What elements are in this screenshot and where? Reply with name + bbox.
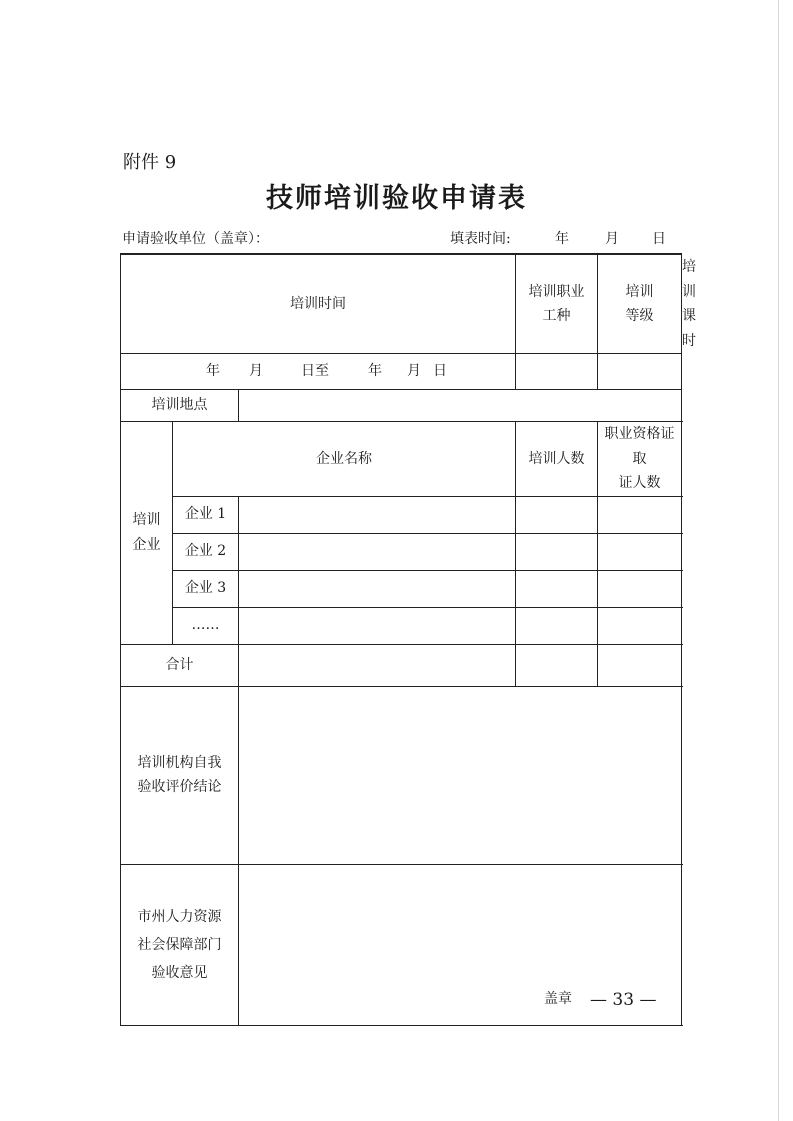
self-eval-label: 培训机构自我 验收评价结论 bbox=[121, 686, 239, 864]
total-label: 合计 bbox=[121, 644, 239, 686]
trainee-count-input[interactable] bbox=[516, 496, 598, 533]
applicant-label: 申请验收单位（盖章）： bbox=[122, 231, 269, 247]
trainee-count-input[interactable] bbox=[516, 607, 598, 644]
trainee-count-input[interactable] bbox=[516, 533, 598, 570]
company-label: 企业 3 bbox=[173, 570, 239, 607]
location-label: 培训地点 bbox=[121, 390, 239, 422]
scan-edge-line bbox=[778, 0, 779, 1121]
total-trainee-input[interactable] bbox=[516, 644, 598, 686]
fill-date-day: 日 bbox=[652, 231, 666, 247]
company-name-input[interactable] bbox=[239, 570, 516, 607]
application-form-table: 培训时间 培训职业 工种 培训 等级 培训课时 年 月 日至 年 月 日 培训地点 培训 企业 企业名称 培训人数 职业资格证取 证人数 企业 1 企业 2 企业 3 …… 合计 培训机构自我 验收评价结论 市州人力资源 社会保障部门 验收意见 盖章 bbox=[120, 253, 682, 1026]
cert-count-input[interactable] bbox=[598, 533, 682, 570]
trainee-count-header: 培训人数 bbox=[516, 422, 598, 497]
total-cert-input[interactable] bbox=[598, 644, 682, 686]
company-name-input[interactable] bbox=[239, 533, 516, 570]
cert-count-header: 职业资格证取 证人数 bbox=[598, 422, 682, 497]
fill-date-year: 年 bbox=[555, 231, 569, 247]
company-name-input[interactable] bbox=[239, 496, 516, 533]
level-header: 培训 等级 bbox=[598, 254, 682, 354]
fill-date bbox=[450, 228, 666, 248]
company-label: 企业 2 bbox=[173, 533, 239, 570]
level-input[interactable] bbox=[598, 354, 682, 390]
seal-label: 盖章 bbox=[544, 990, 572, 1007]
enterprise-side-label: 培训 企业 bbox=[121, 422, 173, 645]
cert-count-input[interactable] bbox=[598, 496, 682, 533]
company-name-input[interactable] bbox=[239, 607, 516, 644]
page-number: — 33 — bbox=[590, 990, 657, 1010]
attachment-label: 附件 9 bbox=[123, 152, 177, 173]
company-label: …… bbox=[173, 607, 239, 644]
trainee-count-input[interactable] bbox=[516, 570, 598, 607]
company-name-header: 企业名称 bbox=[173, 422, 516, 497]
training-date-range[interactable]: 年 月 日至 年 月 日 bbox=[121, 354, 516, 390]
occupation-input[interactable] bbox=[516, 354, 598, 390]
page-title: 技师培训验收申请表 bbox=[266, 183, 527, 214]
cert-count-input[interactable] bbox=[598, 570, 682, 607]
location-input[interactable] bbox=[239, 390, 682, 422]
fill-date-label: 填表时间: bbox=[450, 231, 511, 247]
fill-date-month: 月 bbox=[605, 231, 619, 247]
total-company-input[interactable] bbox=[239, 644, 516, 686]
self-eval-input[interactable] bbox=[239, 686, 682, 864]
company-label: 企业 1 bbox=[173, 496, 239, 533]
cert-count-input[interactable] bbox=[598, 607, 682, 644]
training-time-header: 培训时间 bbox=[121, 254, 516, 354]
city-opinion-label: 市州人力资源 社会保障部门 验收意见 bbox=[121, 864, 239, 1025]
occupation-header: 培训职业 工种 bbox=[516, 254, 598, 354]
